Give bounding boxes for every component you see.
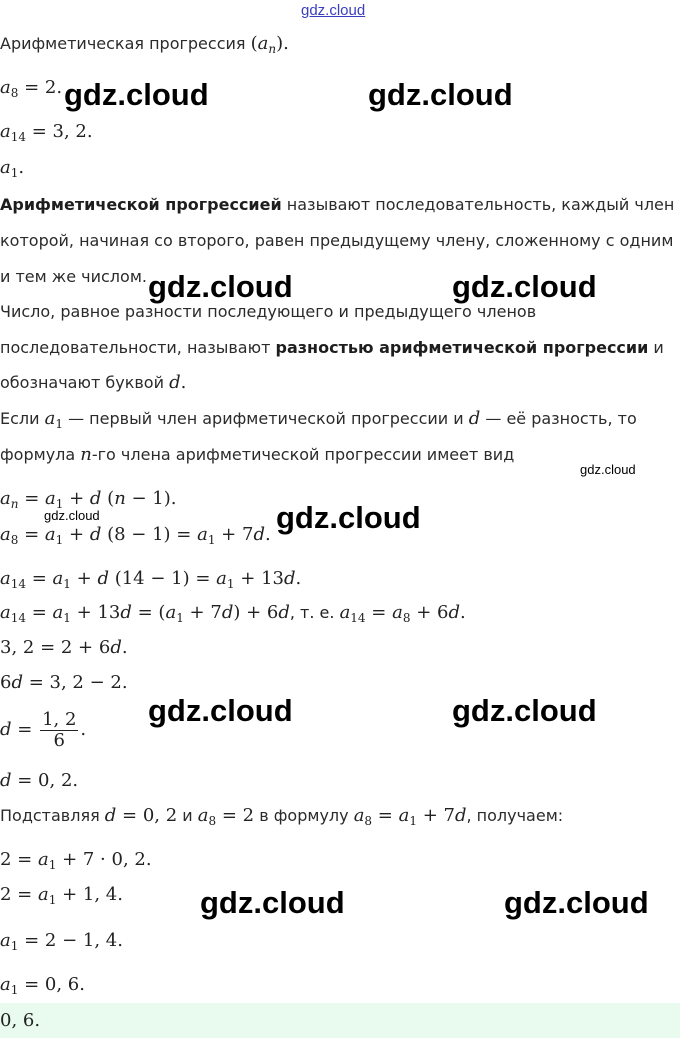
difference-line-1: Число, равное разности последующего и предыдущего членов	[0, 302, 537, 321]
equation-step-2: $2 = a_1 + 1$, 4.	[0, 884, 123, 907]
difference-line-3: обозначают буквой d.	[0, 372, 187, 393]
definition-line-1: Арифметической прогрессией называют последовательность, каждый член	[0, 195, 675, 214]
watermark: gdz.cloud	[504, 885, 649, 920]
watermark-small: gdz.cloud	[44, 508, 100, 523]
answer-box	[0, 1003, 680, 1038]
watermark: gdz.cloud	[64, 77, 209, 112]
formula-intro-line-2: формула n-го члена арифметической прогрессии имеет вид	[0, 444, 515, 465]
watermark: gdz.cloud	[368, 77, 513, 112]
watermark: gdz.cloud	[148, 269, 293, 304]
fraction: $\frac{1, 2}{6}$	[42, 708, 77, 751]
watermark: gdz.cloud	[452, 693, 597, 728]
equation-result: $a_1 = 0$, 6.	[0, 974, 85, 997]
substitution-sentence: Подставляя d = 0, 2 и $a_8 = 2$ в формулу $a_8 = a_1 + 7d$, получаем:	[0, 805, 564, 828]
equation-d-value: d = 0, 2.	[0, 770, 79, 791]
answer-value: 0, 6.	[0, 1010, 41, 1031]
definition-line-2: которой, начиная со второго, равен предыдущему члену, сложенному с одним	[0, 231, 674, 250]
formula-a8: $a_8 = a_1 + d$ $(8 - 1) = a_1 + 7d$.	[0, 524, 271, 547]
given-a8: $a_8 = 2$.	[0, 77, 63, 100]
top-watermark-link[interactable]: gdz.cloud	[301, 2, 366, 19]
general-formula: $a_n = a_1 + d$ (n − 1).	[0, 488, 177, 511]
equation-substituted: 3, 2 = 2 + 6d.	[0, 637, 128, 658]
equation-step-1: $2 = a_1 + 7 \cdot 0$, 2.	[0, 849, 152, 872]
difference-line-2: последовательности, называют разностью арифметической прогрессии и	[0, 338, 664, 357]
definition-line-3: и тем же числом.	[0, 267, 147, 286]
given-a14: $a_{14} = 3$, 2.	[0, 121, 93, 144]
problem-title: Арифметическая прогрессия $(a_n)$.	[0, 33, 289, 56]
title-text: Арифметическая прогрессия	[0, 34, 251, 53]
equation-6d: 6d = 3, 2 − 2.	[0, 672, 128, 693]
definition-term: Арифметической прогрессией	[0, 195, 282, 214]
formula-a14: $a_{14} = a_1 + d$ $(14 - 1) = a_1 + 13d$.	[0, 568, 302, 591]
equation-d-fraction: d = $\frac{1, 2}{6}$ .	[0, 708, 87, 751]
find-a1: $a_1$.	[0, 157, 25, 180]
watermark: gdz.cloud	[200, 885, 345, 920]
equation-step-3: $a_1 = 2 - 1$, 4.	[0, 930, 123, 953]
watermark: gdz.cloud	[148, 693, 293, 728]
formula-a14-via-a8: $a_{14} = a_1 + 13d = (a_1 + 7d) + 6d$, т. е. $a_{14} = a_8 + 6d$.	[0, 602, 466, 625]
formula-intro-line-1: Если $a_1$ — первый член арифметической прогрессии и d — её разность, то	[0, 408, 637, 431]
watermark-small: gdz.cloud	[580, 462, 636, 477]
watermark: gdz.cloud	[276, 500, 421, 535]
difference-term: разностью арифметической прогрессии	[275, 338, 649, 357]
watermark: gdz.cloud	[452, 269, 597, 304]
